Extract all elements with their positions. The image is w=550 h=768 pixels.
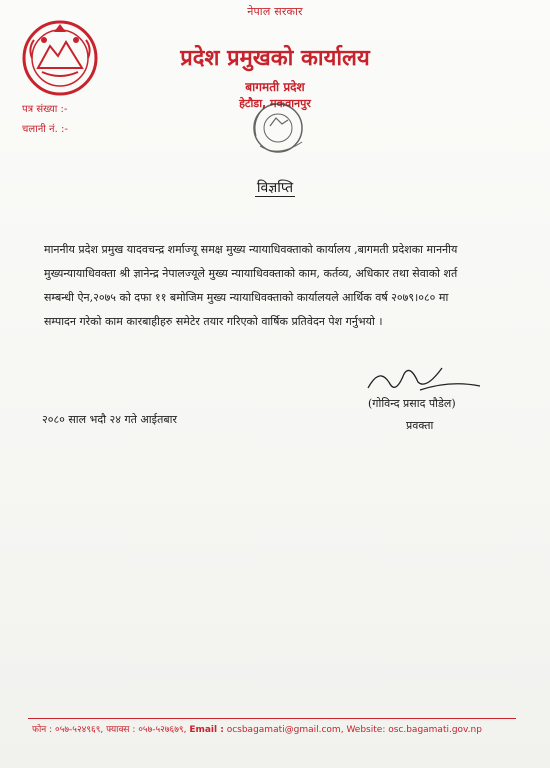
footer-website[interactable]: Website: osc.bagamati.gov.np	[346, 725, 482, 735]
footer-contact	[32, 722, 522, 735]
signer-role: प्रवक्ता	[406, 419, 434, 432]
signature-icon	[360, 360, 490, 400]
notice-body-line: सम्बन्धी ऐन,२०७५ को दफा ११ बमोजिम मुख्य न्यायाधिवक्ताको कार्यालयले आर्थिक वर्ष २०७९।०८० मा	[44, 291, 449, 304]
letter-number-label: पत्र संख्या :-	[22, 104, 68, 115]
footer-fax: फ्याक्स : ०५७-५२७६७९,	[106, 725, 187, 735]
notice-body-line: मुख्यन्यायाधिवक्ता श्री ज्ञानेन्द्र नेपालज्यूले मुख्य न्यायाधिवक्ताको काम, कर्तव्य, अधिकार तथा सेवाको शर्त	[44, 267, 458, 280]
notice-body	[44, 238, 512, 334]
notice-title: विज्ञप्ति	[256, 180, 294, 196]
notice-body-line: सम्पादन गरेको काम कारबाहीहरु समेटेर तयार गरिएको वार्षिक प्रतिवेदन पेश गर्नुभयो ।	[44, 315, 383, 328]
office-seal-icon	[230, 98, 330, 160]
header-government: नेपाल सरकार	[247, 5, 303, 18]
header-office-title: प्रदेश प्रमुखको कार्यालय	[180, 46, 370, 71]
reference-block	[22, 100, 68, 140]
notice-date: २०८० साल भदौ २४ गते आईतबार	[42, 413, 177, 426]
footer-divider	[28, 718, 516, 719]
footer-phone: फोन : ०५७-५२४९६९,	[32, 725, 104, 735]
notice-body-line: माननीय प्रदेश प्रमुख यादवचन्द्र शर्माज्यू समक्ष मुख्य न्यायाधिवक्ताको कार्यालय ,बागमती प्रदेशका माननीय	[44, 243, 458, 256]
header-province: बागमती प्रदेश	[245, 80, 305, 94]
footer-email-label: Email :	[189, 725, 224, 735]
dispatch-number-label: चलानी नं. :-	[22, 124, 68, 135]
signer-name: (गोविन्द प्रसाद पौडेल)	[368, 397, 456, 410]
footer-email[interactable]: ocsbagamati@gmail.com,	[226, 725, 344, 735]
header-city: हेटौडा, मकवानपुर	[239, 97, 311, 110]
